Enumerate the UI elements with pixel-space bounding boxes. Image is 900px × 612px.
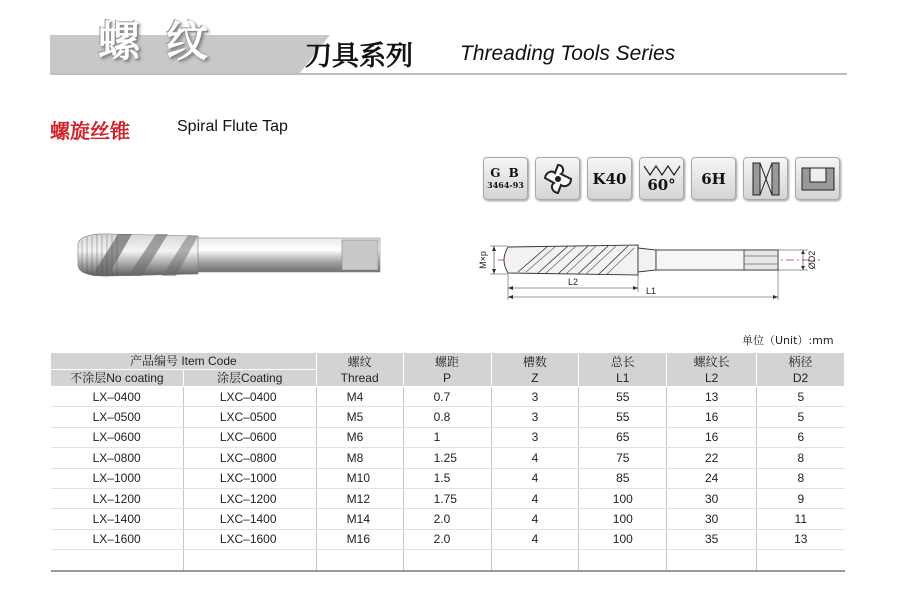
unit-label: 单位（Unit）:mm (742, 334, 834, 347)
table-row (51, 529, 845, 549)
table-cell: LX–1200 (51, 488, 184, 508)
table-cell: M12 (316, 488, 403, 508)
table-cell-empty (757, 550, 845, 572)
gb-standard-label: G B (490, 166, 521, 180)
table-cell: 65 (579, 427, 667, 447)
overall-length-header-en: L1 (616, 370, 630, 385)
table-row (51, 488, 845, 508)
shank-diameter-header-cn: 柄径 (788, 354, 813, 369)
table-cell: M10 (316, 468, 403, 488)
flutes-header-cn: 槽数 (522, 354, 547, 369)
table-cell: LXC–1200 (183, 488, 316, 508)
table-cell: 13 (667, 387, 757, 407)
thread-header (316, 353, 403, 387)
table-cell: 13 (757, 529, 845, 549)
item-code-header: 产品编号 Item Code (51, 353, 317, 370)
table-cell: LXC–1000 (183, 468, 316, 488)
table-cell: 1.25 (403, 448, 491, 468)
table-cell: 55 (579, 407, 667, 427)
coating-header: 涂层Coating (183, 370, 316, 387)
table-cell: LX–1000 (51, 468, 184, 488)
table-cell: M5 (316, 407, 403, 427)
table-row (51, 509, 845, 529)
thread-angle-icon (639, 157, 684, 200)
table-row (51, 407, 845, 427)
table-cell: 16 (667, 407, 757, 427)
no-coating-header: 不涂层No coating (51, 370, 184, 387)
table-cell: M14 (316, 509, 403, 529)
product-title-en: Spiral Flute Tap (177, 118, 288, 135)
header-rule (50, 73, 847, 75)
table-cell-empty (183, 550, 316, 572)
blind-hole-icon (795, 157, 840, 200)
table-cell: LXC–1400 (183, 509, 316, 529)
series-title-en: Threading Tools Series (460, 42, 676, 65)
table-cell: 3 (491, 407, 579, 427)
three-flute-icon (535, 157, 580, 200)
table-row-empty (51, 550, 845, 572)
table-cell-empty (51, 550, 184, 572)
table-cell: M6 (316, 427, 403, 447)
table-cell: 24 (667, 468, 757, 488)
table-cell: 16 (667, 427, 757, 447)
table-cell-empty (667, 550, 757, 572)
table-cell: 8 (757, 448, 845, 468)
table-cell: 100 (579, 509, 667, 529)
product-title-cn: 螺旋丝锥 (50, 119, 130, 143)
gb-standard-icon (483, 157, 528, 200)
thread-length-header-cn: 螺纹长 (693, 354, 730, 369)
table-cell: 8 (757, 468, 845, 488)
series-title-cn: 刀具系列 (305, 41, 413, 72)
table-cell: 4 (491, 529, 579, 549)
table-cell-empty (403, 550, 491, 572)
pitch-header (403, 353, 491, 387)
overall-length-header-cn: 总长 (610, 354, 635, 369)
table-cell: LX–0800 (51, 448, 184, 468)
table-cell: 30 (667, 488, 757, 508)
table-cell: 11 (757, 509, 845, 529)
table-cell: 2.0 (403, 529, 491, 549)
table-cell: 4 (491, 509, 579, 529)
thread-length-header (667, 353, 757, 387)
spec-table (50, 352, 845, 572)
table-cell: 4 (491, 488, 579, 508)
table-cell: LX–1600 (51, 529, 184, 549)
table-cell: LXC–0600 (183, 427, 316, 447)
table-cell: 6 (757, 427, 845, 447)
table-row (51, 387, 845, 407)
thread-header-cn: 螺纹 (347, 354, 372, 369)
spiral-tap-photo (70, 228, 390, 283)
pitch-header-en: P (443, 370, 452, 385)
table-cell: 30 (667, 509, 757, 529)
material-grade-label: K40 (592, 169, 627, 188)
table-cell-empty (316, 550, 403, 572)
table-cell: LX–1400 (51, 509, 184, 529)
table-cell: 4 (491, 468, 579, 488)
flutes-header (491, 353, 579, 387)
thread-size-dim-label: M×p (478, 251, 488, 269)
thread-length-header-en: L2 (704, 370, 719, 385)
table-cell: 3 (491, 427, 579, 447)
table-cell: M16 (316, 529, 403, 549)
thread-length-dim-label: L2 (568, 277, 579, 287)
table-cell: LX–0600 (51, 427, 184, 447)
table-row (51, 448, 845, 468)
table-cell: 1 (403, 427, 491, 447)
table-row (51, 427, 845, 447)
table-cell: 85 (579, 468, 667, 488)
table-cell: M8 (316, 448, 403, 468)
table-cell: LXC–0400 (183, 387, 316, 407)
tolerance-class-label: 6H (701, 169, 726, 188)
table-cell: LXC–0800 (183, 448, 316, 468)
table-cell: 75 (579, 448, 667, 468)
flutes-header-en: Z (531, 370, 539, 385)
gb-standard-number: 3464-93 (487, 180, 524, 190)
overall-length-dim-label: L1 (646, 286, 657, 296)
pitch-header-cn: 螺距 (435, 354, 460, 369)
spec-icons (483, 157, 840, 200)
table-cell: 55 (579, 387, 667, 407)
table-row (51, 468, 845, 488)
table-cell: 0.7 (403, 387, 491, 407)
table-cell: 22 (667, 448, 757, 468)
thread-header-en: Thread (340, 370, 379, 385)
spec-table-body (51, 387, 845, 572)
table-cell: LX–0400 (51, 387, 184, 407)
table-cell: LXC–0500 (183, 407, 316, 427)
chinese-calligraphy-title: 螺纹 (98, 17, 235, 66)
tolerance-class-icon (691, 157, 736, 200)
table-cell: 2.0 (403, 509, 491, 529)
table-cell: LX–0500 (51, 407, 184, 427)
table-cell: 9 (757, 488, 845, 508)
table-cell: 1.5 (403, 468, 491, 488)
table-cell: 3 (491, 387, 579, 407)
material-grade-icon (587, 157, 632, 200)
shank-diameter-header-en: D2 (792, 370, 809, 385)
tap-dimension-drawing (460, 228, 830, 308)
table-cell: 4 (491, 448, 579, 468)
table-cell-empty (579, 550, 667, 572)
shank-diameter-dim-label: ØD2 (807, 250, 817, 270)
table-cell: 5 (757, 407, 845, 427)
table-cell: 5 (757, 387, 845, 407)
through-hole-icon (743, 157, 788, 200)
table-cell: 35 (667, 529, 757, 549)
thread-angle-label: 60° (647, 175, 676, 194)
table-cell: LXC–1600 (183, 529, 316, 549)
table-cell: 1.75 (403, 488, 491, 508)
table-cell-empty (491, 550, 579, 572)
overall-length-header (579, 353, 667, 387)
table-cell: M4 (316, 387, 403, 407)
shank-diameter-header (757, 353, 845, 387)
table-cell: 100 (579, 488, 667, 508)
table-cell: 0.8 (403, 407, 491, 427)
table-cell: 100 (579, 529, 667, 549)
